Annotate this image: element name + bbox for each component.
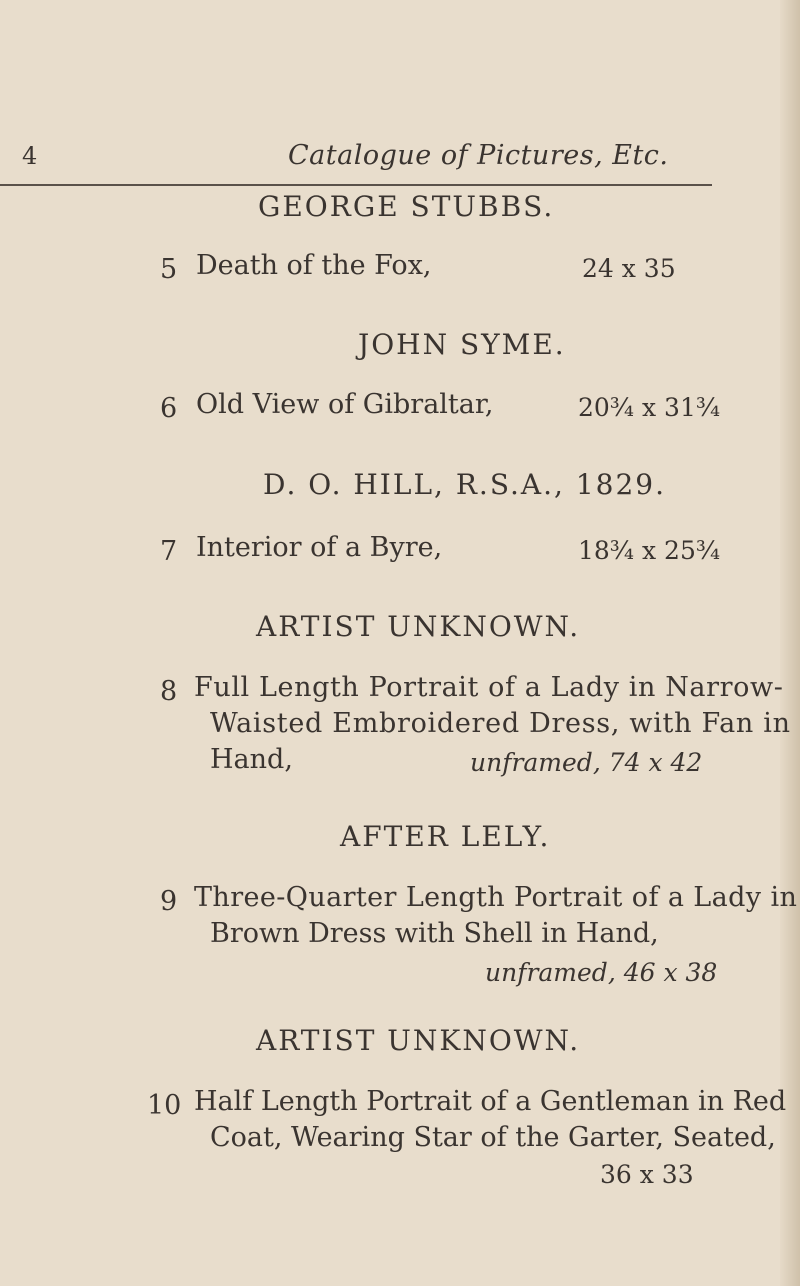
entry-dimensions: 36 x 33 <box>600 1160 694 1189</box>
entry-title-line: Coat, Wearing Star of the Garter, Seated, <box>210 1122 776 1153</box>
entry-number: 10 <box>147 1090 182 1121</box>
entry-dimensions: 24 x 35 <box>582 254 676 283</box>
entry-number: 5 <box>160 254 178 285</box>
entry-title-line: Interior of a Byre, <box>196 532 443 563</box>
entry-number: 6 <box>160 393 178 424</box>
entry-title-line: Hand, <box>210 744 293 775</box>
entry-note: unframed, 46 x 38 <box>485 958 718 987</box>
header-rule <box>0 184 712 186</box>
entry-title-line: Full Length Portrait of a Lady in Narrow- <box>194 672 784 703</box>
entry-title-line: Brown Dress with Shell in Hand, <box>210 918 659 949</box>
artist-heading: GEORGE STUBBS. <box>258 190 555 223</box>
entry-number: 9 <box>160 886 178 917</box>
entry-number: 8 <box>160 676 178 707</box>
page-number: 4 <box>22 142 38 170</box>
entry-title-line: Three-Quarter Length Portrait of a Lady in <box>194 882 798 913</box>
entry-title-line: Waisted Embroidered Dress, with Fan in <box>210 708 791 739</box>
entry-dimensions: 18¾ x 25¾ <box>578 536 721 565</box>
artist-heading: ARTIST UNKNOWN. <box>256 610 581 643</box>
running-head: Catalogue of Pictures, Etc. <box>288 140 669 171</box>
entry-number: 7 <box>160 536 178 567</box>
entry-title-line: Death of the Fox, <box>196 250 432 281</box>
entry-note: unframed, 74 x 42 <box>470 748 703 777</box>
artist-heading: AFTER LELY. <box>340 820 551 853</box>
artist-heading: ARTIST UNKNOWN. <box>256 1024 581 1057</box>
entry-title-line: Old View of Gibraltar, <box>196 389 494 420</box>
artist-heading: JOHN SYME. <box>358 328 566 361</box>
entry-dimensions: 20¾ x 31¾ <box>578 393 721 422</box>
artist-heading: D. O. HILL, R.S.A., 1829. <box>263 468 666 501</box>
entry-title-line: Half Length Portrait of a Gentleman in Red <box>194 1086 787 1117</box>
